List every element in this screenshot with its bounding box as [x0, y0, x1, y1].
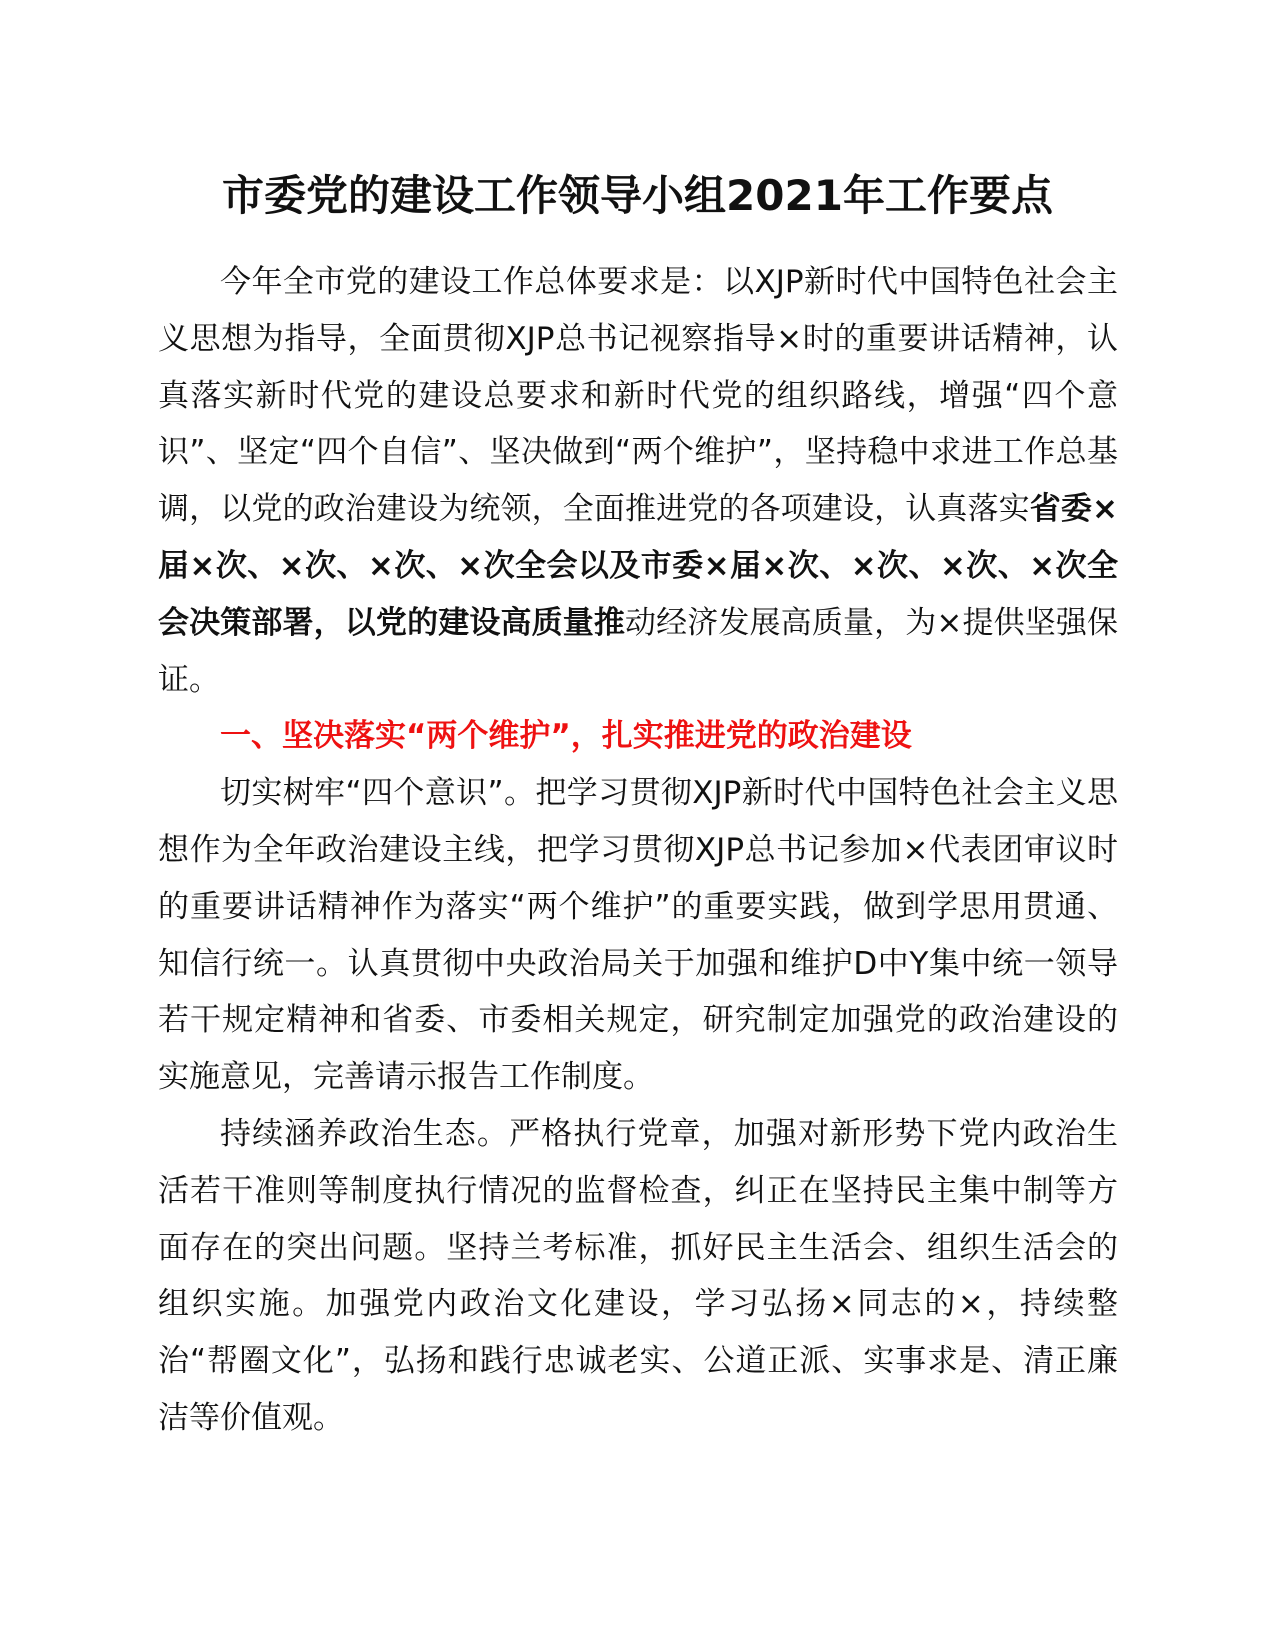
intro-paragraph [158, 254, 1118, 708]
section-1-heading: 一、坚决落实“两个维护”，扎实推进党的政治建设 [220, 718, 912, 755]
section-1-paragraph-1: 切实树牢“四个意识”。把学习贯彻XJP新时代中国特色社会主义思想作为全年政治建设主线，把学习贯彻XJP总书记参加×代表团审议时的重要讲话精神作为落实“两个维护”的重要实践，做到学思用贯通、知信行统一。认真贯彻中央政治局关于加强和维护D中Y集中统一领导若干规定精神和省委、市委相关规定，研究制定加强党的政治建设的实施意见，完善请示报告工作制度。 [158, 775, 1118, 1096]
intro-text-b: 动经济发展高质量，为×提供坚强保证。 [158, 604, 1118, 698]
document-title: 市委党的建设工作领导小组2021年工作要点 [222, 171, 1053, 220]
document-body [158, 254, 1118, 1447]
intro-text-bold: 省委×届×次、×次、×次、×次全会以及市委×届×次、×次、×次、×次全会决策部署，以党的建设高质量推 [158, 491, 1118, 641]
intro-text-a: 今年全市党的建设工作总体要求是：以XJP新时代中国特色社会主义思想为指导，全面贯彻XJP总书记视察指导×时的重要讲话精神，认真落实新时代党的建设总要求和新时代党的组织路线，增强“四个意识”、坚定“四个自信”、坚决做到“两个维护”，坚持稳中求进工作总基调，以党的政治建设为统领，全面推进党的各项建设，认真落实 [158, 264, 1118, 528]
section-1-paragraph-2: 持续涵养政治生态。严格执行党章，加强对新形势下党内政治生活若干准则等制度执行情况的监督检查，纠正在坚持民主集中制等方面存在的突出问题。坚持兰考标准，抓好民主生活会、组织生活会的组织实施。加强党内政治文化建设，学习弘扬×同志的×，持续整治“帮圈文化”，弘扬和践行忠诚老实、公道正派、实事求是、清正廉洁等价值观。 [158, 1115, 1118, 1436]
